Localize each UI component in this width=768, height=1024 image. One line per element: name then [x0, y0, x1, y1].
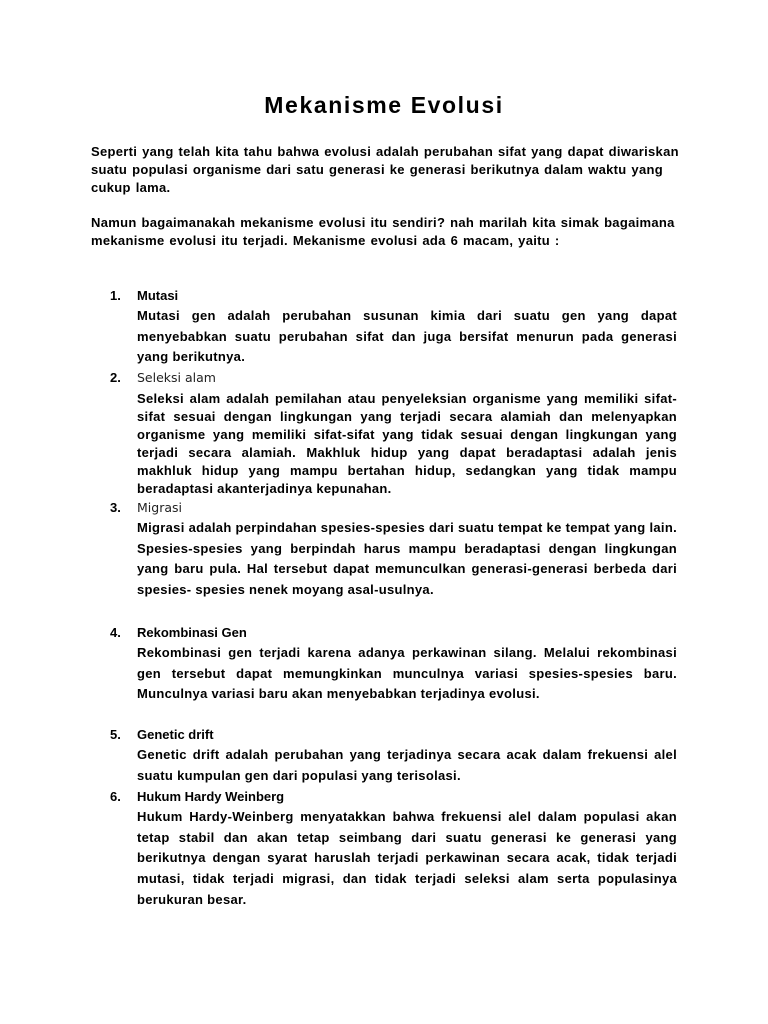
page-title: Mekanisme Evolusi [264, 92, 504, 118]
intro-paragraph: Seperti yang telah kita tahu bahwa evolusi adalah perubahan sifat yang dapat diwariskan suatu populasi organisme dari satu generasi ke generasi berikutnya dalam waktu yang cukup lama. [91, 144, 679, 195]
list-item-heading [110, 499, 670, 517]
list-item-label: Hukum Hardy Weinberg [137, 789, 285, 804]
list-item-description: Mutasi gen adalah perubahan susunan kimia dari suatu gen yang dapat menyebabkan suatu perubahan sifat dan juga bersifat menurun pada generasi yang berikutnya. [137, 308, 677, 365]
list-item-label: Mutasi [137, 288, 179, 303]
list-item-number: 3. [110, 500, 121, 515]
list-item-heading [110, 726, 670, 744]
list-item-heading [110, 788, 670, 806]
list-item-number: 4. [110, 625, 121, 640]
list-item-heading [110, 624, 670, 642]
list-item-label: Genetic drift [137, 727, 214, 742]
list-item-number: 5. [110, 727, 121, 742]
list-item-heading [110, 369, 670, 387]
list-item-description: Seleksi alam adalah pemilahan atau penyeleksian organisme yang memiliki sifat-sifat sesuai dengan lingkungan yang terjadi secara alamiah dan melenyapkan organisme yang memiliki sifat-sifat yang tidak sesuai dengan lingkungan yang terjadi secara alamiah. Makhluk hidup yang dapat beradaptasi adalah jenis makhluk hidup yang mampu bertahan hidup, sedangkan yang tidak mampu beradaptasi akanterjadinya kepunahan. [137, 391, 677, 496]
list-item-description: Rekombinasi gen terjadi karena adanya perkawinan silang. Melalui rekombinasi gen tersebut dapat memungkinkan munculnya variasi spesies-spesies baru. Munculnya variasi baru akan menyebabkan terjadinya evolusi. [137, 645, 677, 702]
list-item-label: Rekombinasi Gen [137, 625, 247, 640]
list-item-label: Migrasi [137, 500, 182, 515]
question-paragraph: Namun bagaimanakah mekanisme evolusi itu sendiri? nah marilah kita simak bagaimana mekanisme evolusi itu terjadi. Mekanisme evolusi ada 6 macam, yaitu : [91, 215, 675, 248]
list-item-label: Seleksi alam [137, 370, 216, 385]
list-item-number: 6. [110, 789, 121, 804]
list-item-number: 2. [110, 370, 121, 385]
list-item-description: Hukum Hardy-Weinberg menyatakkan bahwa frekuensi alel dalam populasi akan tetap stabil dan akan tetap seimbang dari suatu generasi ke generasi yang berikutnya dengan syarat haruslah terjadi perkawinan secara acak, tidak terjadi mutasi, tidak terjadi migrasi, dan tidak terjadi seleksi alam serta populasinya berukuran besar. [137, 809, 677, 907]
list-item-description: Migrasi adalah perpindahan spesies-spesies dari suatu tempat ke tempat yang lain. Spesies-spesies yang berpindah harus mampu beradaptasi dengan lingkungan yang baru pula. Hal tersebut dapat memunculkan generasi-generasi berbeda dari spesies- spesies nenek moyang asal-usulnya. [137, 520, 677, 598]
list-item-heading [110, 287, 670, 305]
list-item-description: Genetic drift adalah perubahan yang terjadinya secara acak dalam frekuensi alel suatu kumpulan gen dari populasi yang terisolasi. [137, 747, 677, 783]
list-item-number: 1. [110, 288, 121, 303]
